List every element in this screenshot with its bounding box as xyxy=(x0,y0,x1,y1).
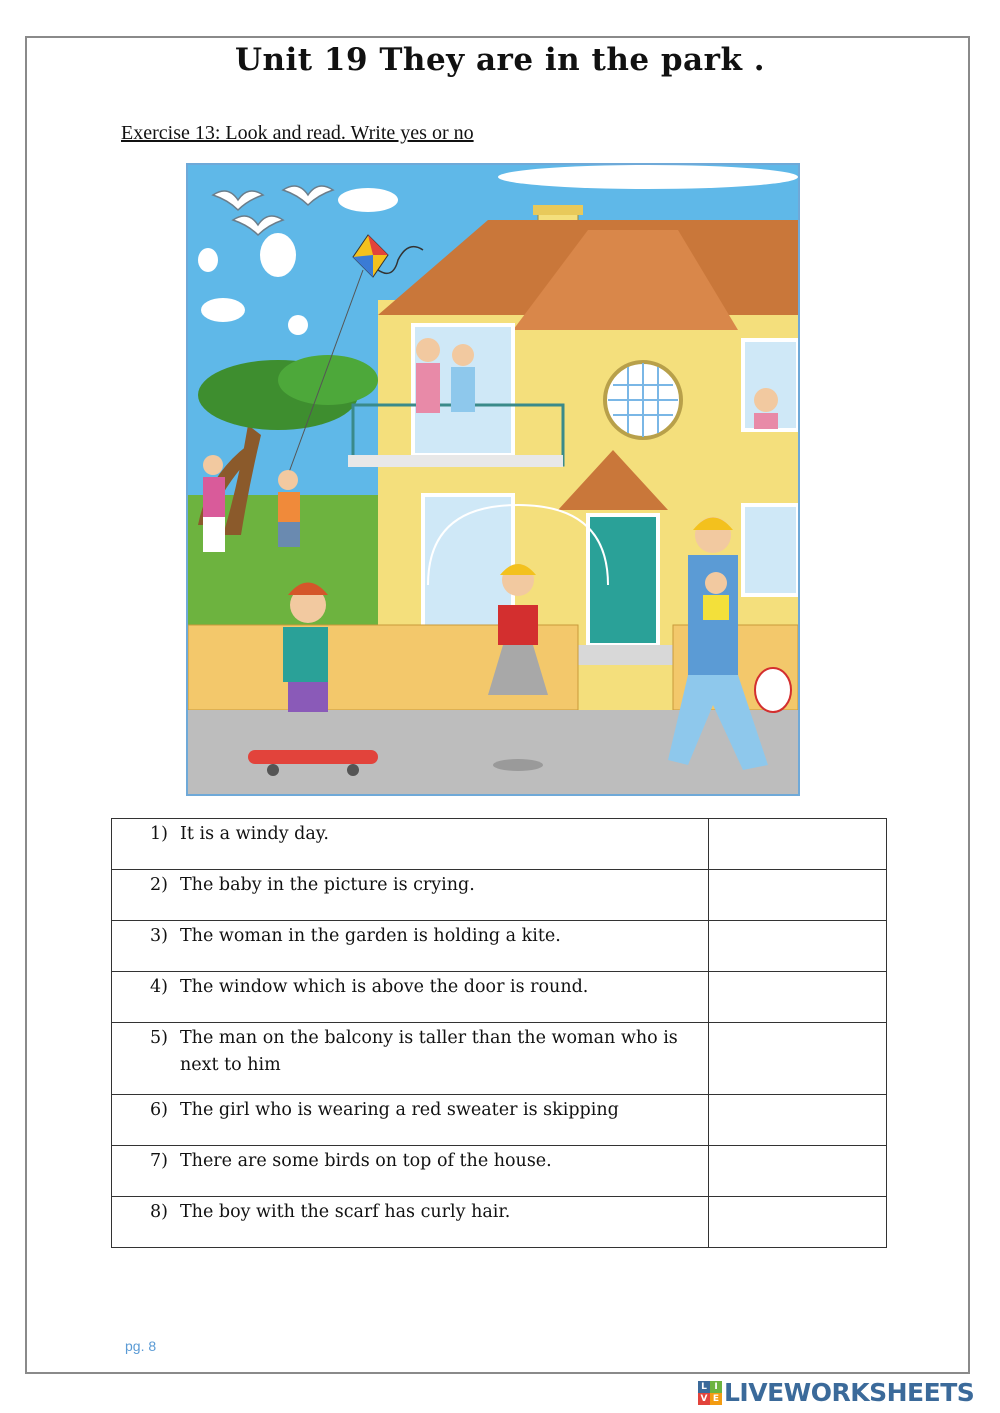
table-row xyxy=(112,1197,887,1248)
question-text: The boy with the scarf has curly hair. xyxy=(180,1202,511,1222)
question-text: The girl who is wearing a red sweater is skipping xyxy=(180,1100,619,1120)
front-door xyxy=(588,515,658,645)
question-text: The baby in the picture is crying. xyxy=(180,875,475,895)
exercise-instruction: Exercise 13: Look and read. Write yes or no xyxy=(121,122,474,144)
table-row xyxy=(112,1023,887,1095)
question-number: 1) xyxy=(150,824,168,844)
page-title: Unit 19 They are in the park . xyxy=(234,42,766,78)
question-number: 4) xyxy=(150,977,168,997)
question-text: It is a windy day. xyxy=(180,824,329,844)
liveworksheets-logo xyxy=(698,1378,974,1407)
table-row xyxy=(112,819,887,870)
worksheet-illustration xyxy=(186,163,800,796)
question-number: 2) xyxy=(150,875,168,895)
question-number: 3) xyxy=(150,926,168,946)
table-row xyxy=(112,972,887,1023)
page-number: pg. 8 xyxy=(125,1338,157,1354)
question-number: 7) xyxy=(150,1151,168,1171)
table-row xyxy=(112,870,887,921)
question-number: 8) xyxy=(150,1202,168,1222)
questions-table xyxy=(111,818,887,1248)
question-number: 6) xyxy=(150,1100,168,1120)
table-row xyxy=(112,1146,887,1197)
answer-cell[interactable] xyxy=(709,1146,887,1197)
question-text: The window which is above the door is round. xyxy=(180,977,589,997)
question-text: There are some birds on top of the house. xyxy=(180,1151,552,1171)
question-number: 5) xyxy=(150,1028,168,1048)
answer-cell[interactable] xyxy=(709,870,887,921)
table-row xyxy=(112,1095,887,1146)
answer-cell[interactable] xyxy=(709,1197,887,1248)
answer-cell[interactable] xyxy=(709,972,887,1023)
answer-cell[interactable] xyxy=(709,1023,887,1095)
table-row xyxy=(112,921,887,972)
liveworksheets-logo-icon: L I V E xyxy=(698,1381,722,1405)
question-text: The woman in the garden is holding a kite. xyxy=(180,926,561,946)
answer-cell[interactable] xyxy=(709,819,887,870)
brand-name: LIVEWORKSHEETS xyxy=(724,1378,975,1407)
question-text: The man on the balcony is taller than the woman who is next to him xyxy=(180,1028,678,1075)
answer-cell[interactable] xyxy=(709,1095,887,1146)
answer-cell[interactable] xyxy=(709,921,887,972)
